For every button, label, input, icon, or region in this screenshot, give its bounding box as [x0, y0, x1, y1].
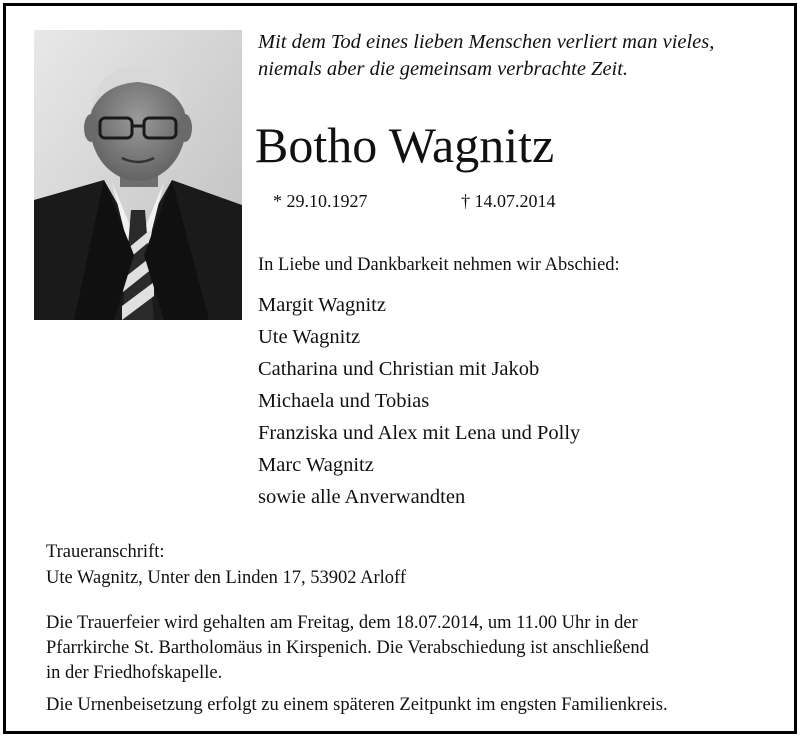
- mourner-item: Michaela und Tobias: [258, 390, 430, 412]
- quote-line-2: niemals aber die gemeinsam verbrachte Zeit.: [258, 58, 629, 80]
- birth-date: * 29.10.1927: [273, 191, 368, 211]
- ceremony-line-2: Pfarrkirche St. Bartholomäus in Kirspenich. Die Verabschiedung ist anschließend: [46, 638, 649, 658]
- ceremony-line-1: Die Trauerfeier wird gehalten am Freitag, dem 18.07.2014, um 11.00 Uhr in der: [46, 613, 638, 633]
- mourner-item: Margit Wagnitz: [258, 294, 386, 316]
- mourner-item: Franziska und Alex mit Lena und Polly: [258, 422, 581, 444]
- mourner-item: Ute Wagnitz: [258, 326, 361, 348]
- mourner-item: Marc Wagnitz: [258, 454, 374, 476]
- urn-burial-text: Die Urnenbeisetzung erfolgt zu einem späteren Zeitpunkt im engsten Familienkreis.: [46, 695, 668, 715]
- ceremony-line-3: in der Friedhofskapelle.: [46, 663, 223, 683]
- mourner-item: sowie alle Anverwandten: [258, 486, 466, 508]
- death-date: † 14.07.2014: [461, 191, 556, 211]
- deceased-name: Botho Wagnitz: [255, 117, 555, 173]
- farewell-intro: In Liebe und Dankbarkeit nehmen wir Abschied:: [258, 255, 620, 275]
- address-label: Traueranschrift:: [46, 542, 165, 562]
- obituary-notice: [3, 3, 797, 734]
- funeral-ceremony-text: [46, 611, 786, 686]
- mourning-address: Ute Wagnitz, Unter den Linden 17, 53902 Arloff: [46, 568, 407, 588]
- quote-line-1: Mit dem Tod eines lieben Menschen verliert man vieles,: [258, 31, 715, 53]
- mourners-list: [258, 289, 580, 513]
- mourner-item: Catharina und Christian mit Jakob: [258, 358, 540, 380]
- memorial-quote: [258, 29, 788, 83]
- portrait-illustration: [34, 30, 242, 320]
- portrait-photo: [34, 30, 242, 320]
